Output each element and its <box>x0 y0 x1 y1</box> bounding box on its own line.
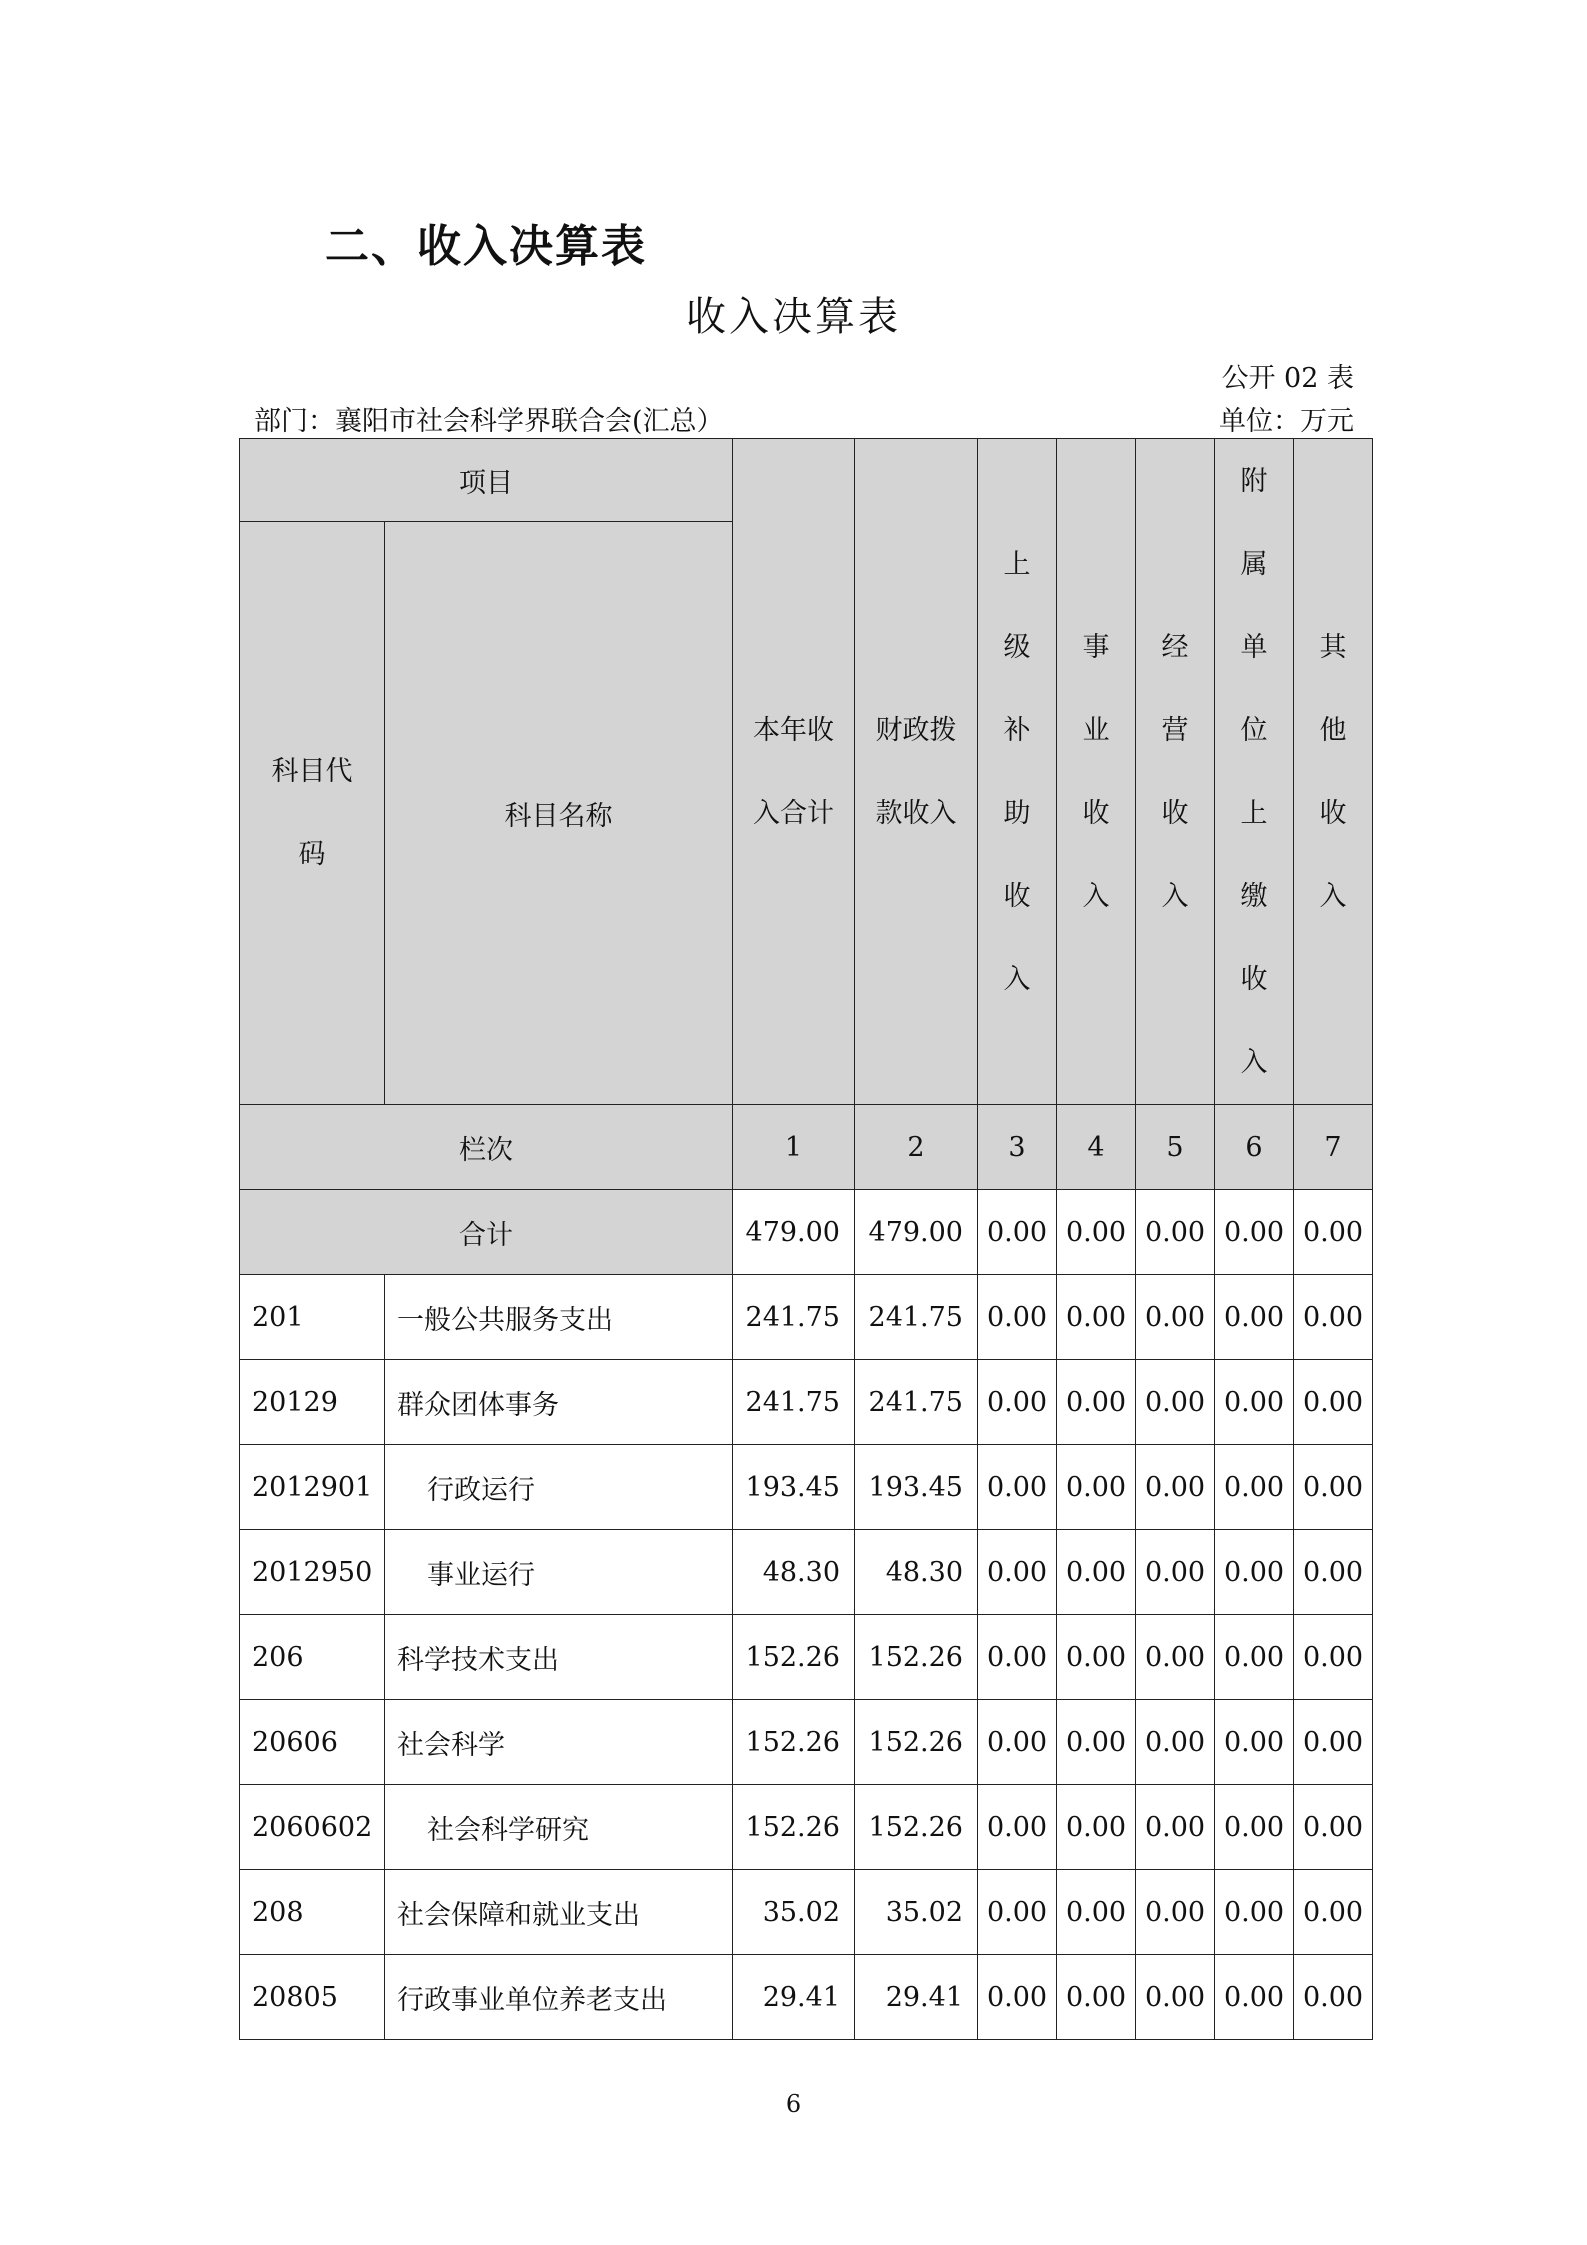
row-value: 29.41 <box>855 1955 978 2040</box>
header-item: 项目 <box>240 439 733 522</box>
row-index: 4 <box>1057 1105 1136 1190</box>
row-value: 0.00 <box>1136 1530 1215 1615</box>
row-value: 193.45 <box>855 1445 978 1530</box>
row-value: 193.45 <box>733 1445 855 1530</box>
row-code: 208 <box>240 1870 385 1955</box>
unit-label: 单位：万元 <box>1219 406 1354 437</box>
table-title: 收入决算表 <box>686 294 901 340</box>
row-value: 0.00 <box>978 1275 1057 1360</box>
row-code: 206 <box>240 1615 385 1700</box>
total-value: 0.00 <box>1136 1190 1215 1275</box>
row-value: 0.00 <box>1294 1955 1373 2040</box>
row-index-label: 栏次 <box>240 1105 733 1190</box>
row-value: 241.75 <box>855 1275 978 1360</box>
row-value: 0.00 <box>1136 1955 1215 2040</box>
row-value: 0.00 <box>1057 1700 1136 1785</box>
row-value: 0.00 <box>1294 1870 1373 1955</box>
row-value: 0.00 <box>1136 1445 1215 1530</box>
row-value: 0.00 <box>978 1615 1057 1700</box>
total-value: 0.00 <box>1215 1190 1294 1275</box>
total-value: 479.00 <box>733 1190 855 1275</box>
row-value: 35.02 <box>855 1870 978 1955</box>
row-value: 0.00 <box>1294 1275 1373 1360</box>
row-value: 0.00 <box>978 1870 1057 1955</box>
table-row <box>240 1360 1373 1445</box>
row-name: 事业运行 <box>385 1530 733 1615</box>
row-value: 0.00 <box>1215 1530 1294 1615</box>
row-value: 0.00 <box>978 1955 1057 2040</box>
row-code: 201 <box>240 1275 385 1360</box>
row-value: 0.00 <box>978 1445 1057 1530</box>
row-value: 0.00 <box>1136 1275 1215 1360</box>
total-value: 0.00 <box>1057 1190 1136 1275</box>
table-row <box>240 1785 1373 1870</box>
header-col2: 财政拨 款收入 <box>855 439 978 1105</box>
row-value: 0.00 <box>1215 1360 1294 1445</box>
total-row <box>240 1190 1373 1275</box>
row-value: 0.00 <box>1294 1445 1373 1530</box>
department-label: 部门：襄阳市社会科学界联合会(汇总） <box>254 406 724 437</box>
row-code: 20606 <box>240 1700 385 1785</box>
row-index: 2 <box>855 1105 978 1190</box>
section-title: 二、收入决算表 <box>325 221 647 272</box>
row-value: 0.00 <box>1294 1615 1373 1700</box>
row-value: 0.00 <box>1057 1530 1136 1615</box>
row-name: 社会科学 <box>385 1700 733 1785</box>
table-row <box>240 1530 1373 1615</box>
row-name: 社会保障和就业支出 <box>385 1870 733 1955</box>
header-code: 科目代 码 <box>240 522 385 1105</box>
form-code: 公开 02 表 <box>1221 363 1354 394</box>
row-value: 241.75 <box>855 1360 978 1445</box>
total-value: 0.00 <box>1294 1190 1373 1275</box>
header-col5: 经 营 收 入 <box>1136 439 1215 1105</box>
row-value: 0.00 <box>1136 1615 1215 1700</box>
row-value: 152.26 <box>733 1785 855 1870</box>
row-value: 241.75 <box>733 1275 855 1360</box>
row-value: 0.00 <box>1136 1870 1215 1955</box>
row-value: 35.02 <box>733 1870 855 1955</box>
row-name: 行政事业单位养老支出 <box>385 1955 733 2040</box>
table-row <box>240 1700 1373 1785</box>
header-col7: 其 他 收 入 <box>1294 439 1373 1105</box>
row-name: 社会科学研究 <box>385 1785 733 1870</box>
row-name: 行政运行 <box>385 1445 733 1530</box>
row-value: 0.00 <box>1136 1785 1215 1870</box>
row-value: 0.00 <box>1057 1785 1136 1870</box>
row-index: 7 <box>1294 1105 1373 1190</box>
row-value: 0.00 <box>1057 1445 1136 1530</box>
income-table <box>239 438 1373 2040</box>
row-value: 152.26 <box>855 1785 978 1870</box>
table-row <box>240 1955 1373 2040</box>
row-code: 20129 <box>240 1360 385 1445</box>
row-name: 一般公共服务支出 <box>385 1275 733 1360</box>
row-value: 241.75 <box>733 1360 855 1445</box>
header-col6: 附 属 单 位 上 缴 收 入 <box>1215 439 1294 1105</box>
row-index: 3 <box>978 1105 1057 1190</box>
row-value: 152.26 <box>855 1700 978 1785</box>
header-col1: 本年收 入合计 <box>733 439 855 1105</box>
row-value: 0.00 <box>1057 1360 1136 1445</box>
total-value: 0.00 <box>978 1190 1057 1275</box>
row-value: 29.41 <box>733 1955 855 2040</box>
row-value: 48.30 <box>855 1530 978 1615</box>
row-code: 20805 <box>240 1955 385 2040</box>
row-value: 0.00 <box>1057 1955 1136 2040</box>
row-value: 0.00 <box>1215 1870 1294 1955</box>
row-name: 群众团体事务 <box>385 1360 733 1445</box>
row-value: 0.00 <box>1215 1615 1294 1700</box>
row-value: 0.00 <box>1215 1700 1294 1785</box>
table-row <box>240 1275 1373 1360</box>
table-row <box>240 1445 1373 1530</box>
page-number: 6 <box>785 2090 802 2118</box>
row-value: 0.00 <box>1057 1870 1136 1955</box>
table-row <box>240 1615 1373 1700</box>
row-index: 5 <box>1136 1105 1215 1190</box>
row-value: 0.00 <box>1057 1275 1136 1360</box>
row-value: 0.00 <box>1057 1615 1136 1700</box>
row-code: 2012950 <box>240 1530 385 1615</box>
row-value: 0.00 <box>1215 1275 1294 1360</box>
header-col4: 事 业 收 入 <box>1057 439 1136 1105</box>
row-value: 0.00 <box>978 1530 1057 1615</box>
row-index: 6 <box>1215 1105 1294 1190</box>
row-code: 2012901 <box>240 1445 385 1530</box>
row-code: 2060602 <box>240 1785 385 1870</box>
row-value: 0.00 <box>1215 1955 1294 2040</box>
header-col3: 上 级 补 助 收 入 <box>978 439 1057 1105</box>
row-value: 152.26 <box>733 1615 855 1700</box>
table-row <box>240 1870 1373 1955</box>
total-label: 合计 <box>240 1190 733 1275</box>
row-value: 0.00 <box>1136 1360 1215 1445</box>
row-value: 48.30 <box>733 1530 855 1615</box>
row-name: 科学技术支出 <box>385 1615 733 1700</box>
row-value: 0.00 <box>978 1360 1057 1445</box>
total-value: 479.00 <box>855 1190 978 1275</box>
row-value: 0.00 <box>1215 1785 1294 1870</box>
row-value: 0.00 <box>1294 1700 1373 1785</box>
row-value: 0.00 <box>1294 1785 1373 1870</box>
header-name: 科目名称 <box>385 522 733 1105</box>
row-value: 0.00 <box>1294 1530 1373 1615</box>
row-value: 0.00 <box>1215 1445 1294 1530</box>
row-value: 0.00 <box>978 1785 1057 1870</box>
row-value: 152.26 <box>855 1615 978 1700</box>
row-value: 0.00 <box>978 1700 1057 1785</box>
row-value: 0.00 <box>1294 1360 1373 1445</box>
row-index: 1 <box>733 1105 855 1190</box>
row-value: 152.26 <box>733 1700 855 1785</box>
row-value: 0.00 <box>1136 1700 1215 1785</box>
